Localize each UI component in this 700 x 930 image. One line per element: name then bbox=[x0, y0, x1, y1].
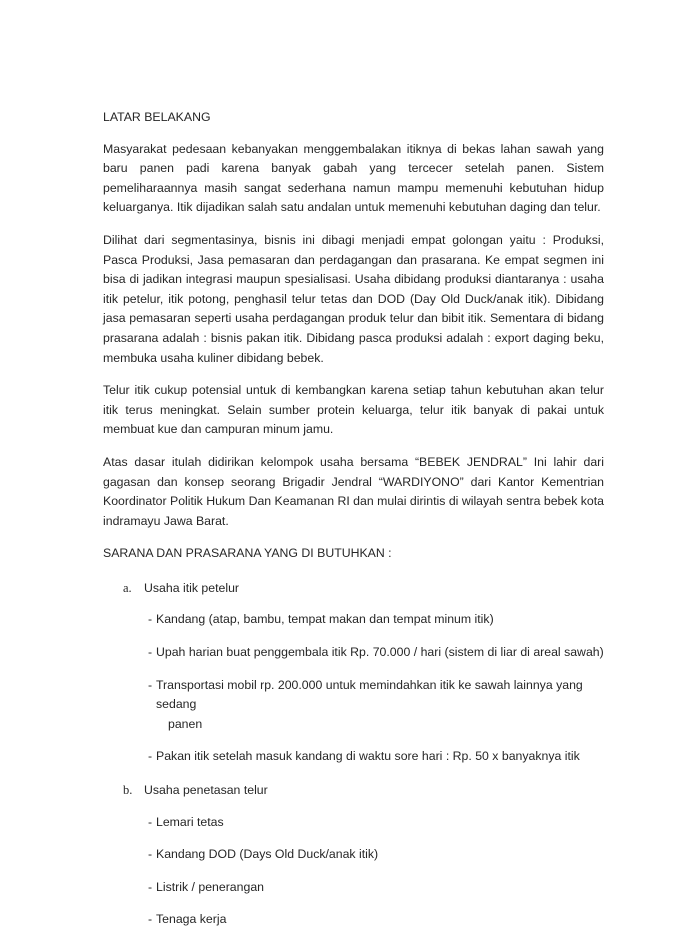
list-item-text: Lemari tetas bbox=[156, 814, 224, 829]
list-item: - Transportasi mobil rp. 200.000 untuk memindahkan itik ke sawah lainnya yang sedang panen bbox=[103, 676, 604, 735]
list-item: - Upah harian buat penggembala itik Rp. 70.000 / hari (sistem di liar di areal sawah) bbox=[103, 643, 604, 663]
list-item-text: Listrik / penerangan bbox=[156, 879, 265, 894]
list-item: - Kandang DOD (Days Old Duck/anak itik) bbox=[103, 845, 604, 865]
list-item: - Lemari tetas bbox=[103, 813, 604, 833]
paragraph-4: Atas dasar itulah didirikan kelompok usaha bersama “BEBEK JENDRAL” Ini lahir dari gagasan dan konsep seorang Brigadir Jendral “WARDIYONO” dari Kantor Kementrian Koordinator Politik Hukum Dan Keamanan RI dan mulai dirintis di wilayah sentra bebek kota indramayu Jawa Barat. bbox=[103, 454, 605, 528]
list-b bbox=[103, 781, 604, 930]
list-marker: b. bbox=[123, 783, 133, 798]
list-item: - Pakan itik setelah masuk kandang di waktu sore hari : Rp. 50 x banyaknya itik bbox=[103, 747, 604, 767]
list-item: - Kandang (atap, bambu, tempat makan dan tempat minum itik) bbox=[103, 610, 604, 630]
list-item-continuation: panen bbox=[168, 716, 203, 731]
list-item: - Tenaga kerja bbox=[103, 910, 604, 930]
section-title: SARANA DAN PRASARANA YANG DI BUTUHKAN : bbox=[103, 546, 392, 561]
list-marker: a. bbox=[123, 580, 132, 595]
paragraph-3: Telur itik cukup potensial untuk di kembangkan karena setiap tahun kebutuhan akan telur itik terus meningkat. Selain sumber protein keluarga, telur itik banyak di pakai untuk membuat kue dan campuran minum jamu. bbox=[103, 383, 604, 437]
list-item-text: Kandang DOD (Days Old Duck/anak itik) bbox=[156, 847, 379, 862]
list-item-text: Kandang (atap, bambu, tempat makan dan tempat minum itik) bbox=[156, 612, 494, 627]
list-title: Usaha itik petelur bbox=[144, 580, 240, 595]
list-title: Usaha penetasan telur bbox=[144, 783, 268, 798]
list-item-text: Tenaga kerja bbox=[156, 912, 227, 927]
list-heading bbox=[103, 579, 604, 599]
paragraph-1: Masyarakat pedesaan kebanyakan menggembalakan itiknya di bekas lahan sawah yang baru panen padi karena banyak gabah yang tercecer setelah panen. Sistem pemeliharaannya masih sangat sederhana namun mampu memenuhi kebutuhan hidup keluarganya. Itik dijadikan salah satu andalan untuk memenuhi kebutuhan daging dan telur. bbox=[103, 141, 604, 215]
list-item-text: Transportasi mobil rp. 200.000 untuk memindahkan itik ke sawah lainnya yang sedang bbox=[156, 677, 583, 712]
page-heading: LATAR BELAKANG bbox=[103, 110, 211, 124]
paragraph-2: Dilihat dari segmentasinya, bisnis ini dibagi menjadi empat golongan yaitu : Produksi, Pasca Produksi, Jasa pemasaran dan perdagangan dan prasarana. Ke empat segmen ini bisa di jadikan integrasi maupun spesialisasi. Usaha dibidang produksi diantaranya : usaha itik petelur, itik potong, penghasil telur tetas dan DOD (Day Old Duck/anak itik). Dibidang jasa pemasaran seperti usaha perdagangan produk telur dan bibit itik. Sementara di bidang prasarana adalah : bisnis pakan itik. Dibidang pasca produksi adalah : export daging beku, membuka usaha kuliner dibidang bebek. bbox=[103, 232, 604, 365]
list-item-text: Upah harian buat penggembala itik Rp. 70.000 / hari (sistem di liar di areal sawah) bbox=[156, 645, 604, 660]
list-item-text: Pakan itik setelah masuk kandang di waktu sore hari : Rp. 50 x banyaknya itik bbox=[156, 749, 580, 764]
list-heading bbox=[103, 781, 604, 801]
list-a bbox=[103, 579, 604, 767]
list-item: - Listrik / penerangan bbox=[103, 878, 604, 898]
